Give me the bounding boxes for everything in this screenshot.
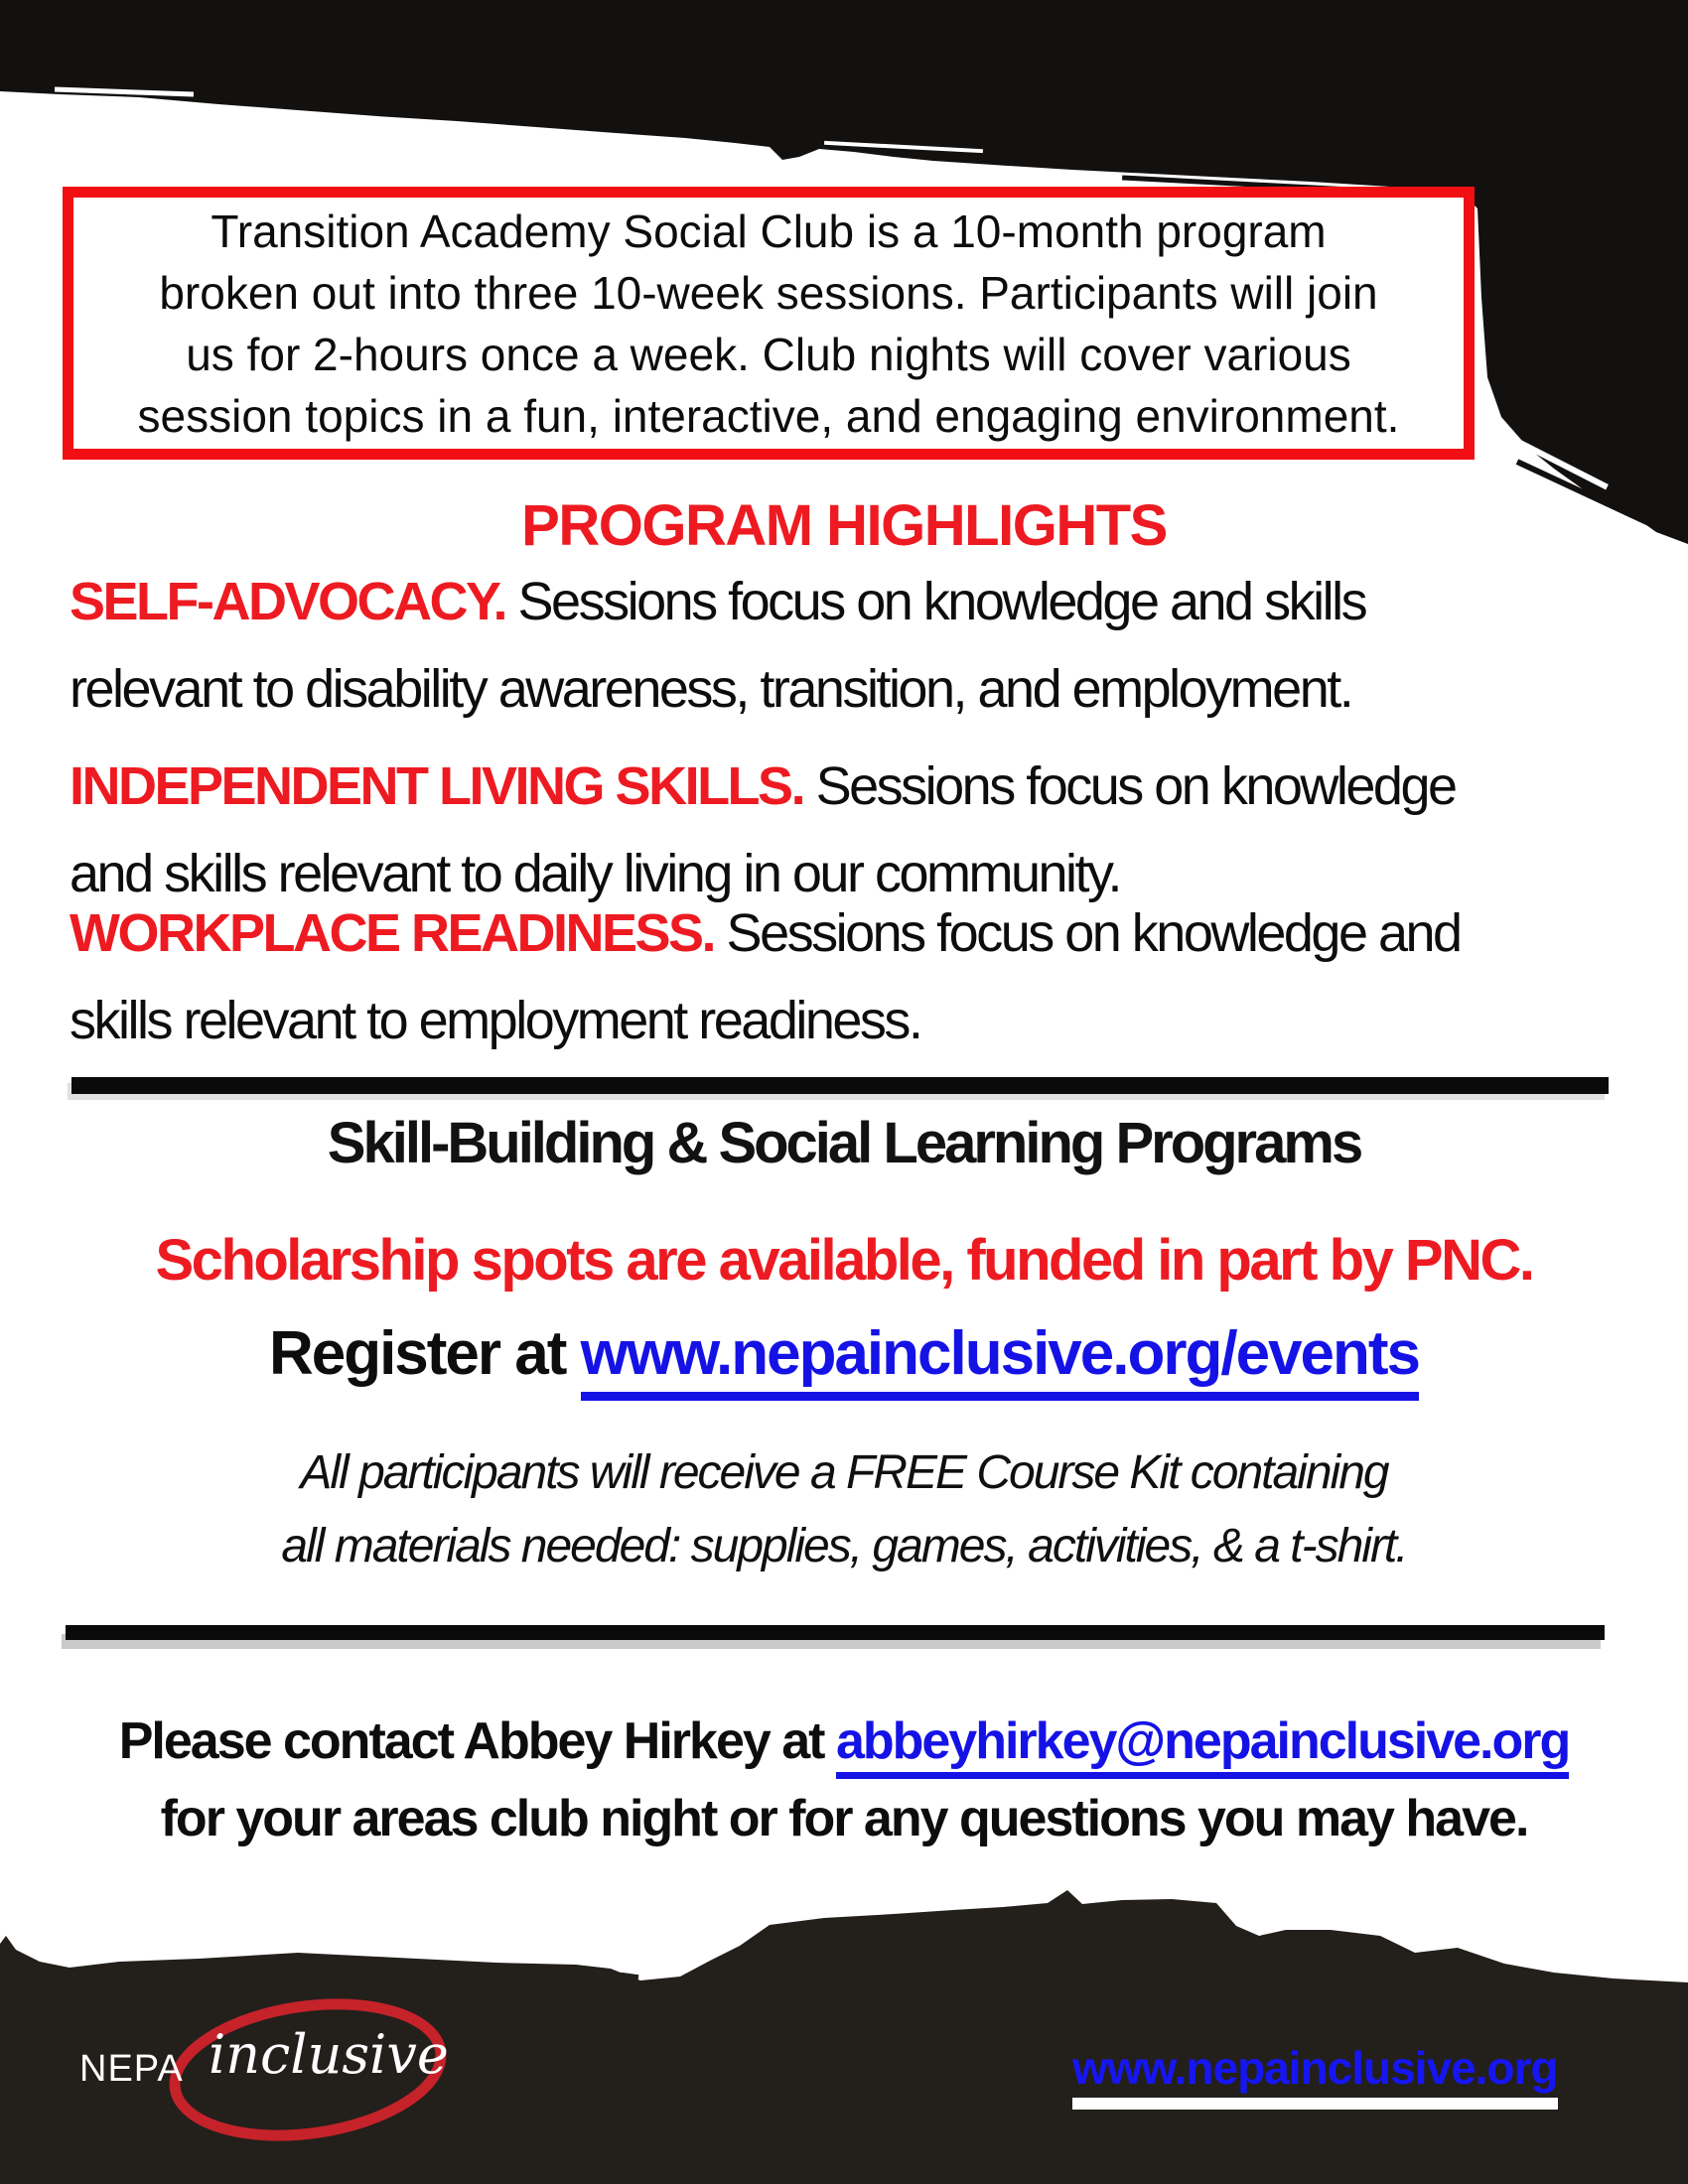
logo-nepa-text: NEPA: [79, 2048, 184, 2090]
highlight-line: [70, 743, 1456, 830]
highlight-rest: Sessions focus on knowledge and skills: [505, 572, 1366, 631]
contact-email-link[interactable]: abbeyhirkey@nepainclusive.org: [836, 1713, 1569, 1779]
intro-line: us for 2-hours once a week. Club nights will cover various: [186, 328, 1351, 380]
course-kit-line-2: all materials needed: supplies, games, activities, & a t-shirt.: [281, 1520, 1407, 1572]
section-divider: [71, 1077, 1609, 1094]
highlight-line: relevant to disability awareness, transition, and employment.: [70, 659, 1352, 719]
highlight-rest: Sessions focus on knowledge: [803, 756, 1456, 816]
register-prefix: Register at: [268, 1319, 581, 1388]
section-divider: [66, 1625, 1605, 1640]
programs-heading: Skill-Building & Social Learning Programs: [327, 1111, 1361, 1175]
register-events-link[interactable]: www.nepainclusive.org/events: [581, 1320, 1419, 1401]
register-line: [0, 1318, 1688, 1401]
highlight-line: and skills relevant to daily living in our community.: [70, 844, 1121, 903]
highlight-lead: WORKPLACE READINESS.: [70, 903, 715, 963]
intro-line: broken out into three 10-week sessions. Participants will join: [159, 266, 1378, 319]
intro-line: Transition Academy Social Club is a 10-month program: [211, 205, 1327, 257]
contact-prefix: Please contact Abbey Hirkey at: [118, 1712, 836, 1770]
contact-line-1: [0, 1711, 1688, 1779]
contact-line-2: for your areas club night or for any questions you may have.: [160, 1790, 1528, 1847]
course-kit-line-1: All participants will receive a FREE Course Kit containing: [300, 1446, 1388, 1499]
highlight-line: skills relevant to employment readiness.: [70, 991, 921, 1050]
scholarship-line: Scholarship spots are available, funded in part by PNC.: [155, 1228, 1533, 1293]
highlight-line: [70, 558, 1365, 645]
highlight-lead: SELF-ADVOCACY.: [70, 572, 506, 631]
intro-box: [63, 187, 1475, 460]
highlight-workplace-readiness: [70, 889, 1461, 1064]
intro-line: session topics in a fun, interactive, and engaging environment.: [137, 389, 1400, 442]
highlight-rest: Sessions focus on knowledge and: [714, 903, 1461, 963]
highlight-self-advocacy: [70, 558, 1365, 733]
logo-inclusive-text: inclusive: [209, 2023, 449, 2086]
footer-website-link[interactable]: www.nepainclusive.org: [1072, 2041, 1558, 2110]
program-highlights-title: PROGRAM HIGHLIGHTS: [521, 493, 1167, 558]
highlight-lead: INDEPENDENT LIVING SKILLS.: [70, 756, 804, 816]
highlight-line: [70, 889, 1461, 977]
